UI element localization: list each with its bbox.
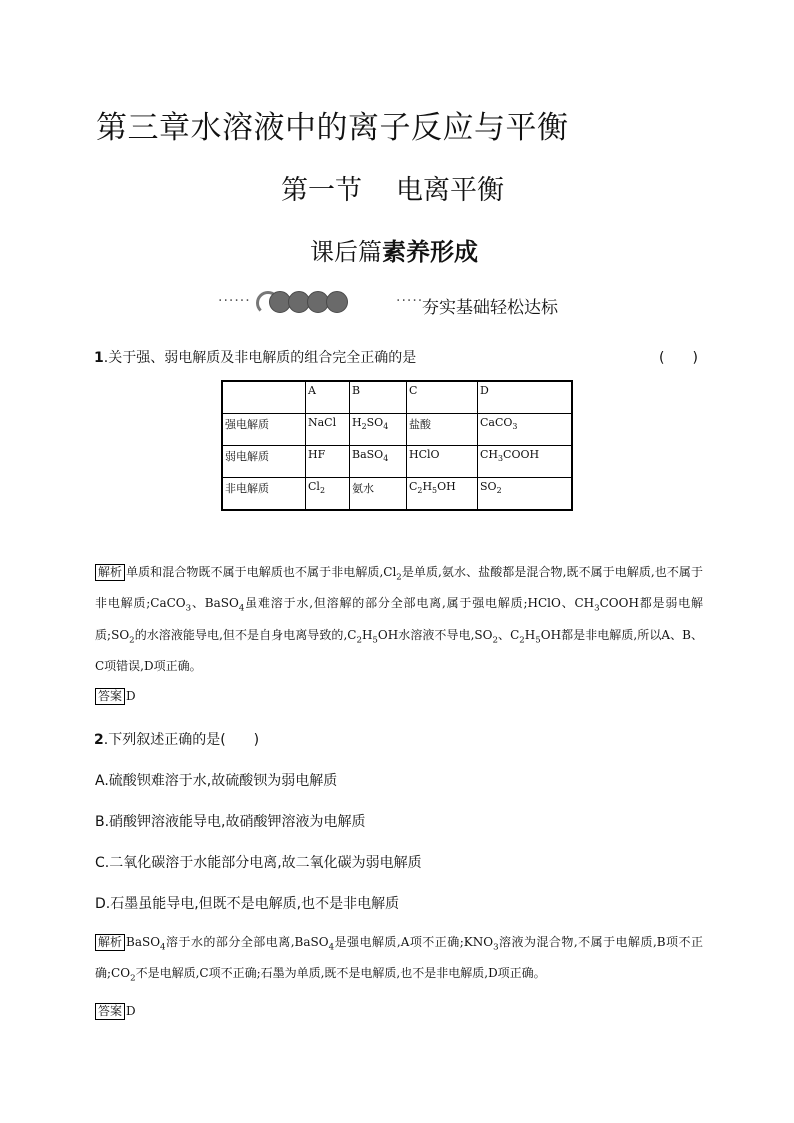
table-header-row bbox=[222, 381, 572, 414]
question-1-number: 1 bbox=[94, 350, 104, 366]
question-1-analysis bbox=[95, 559, 703, 679]
analysis-label: 解析 bbox=[95, 934, 125, 951]
table-cell: $CH_3COOH$ bbox=[478, 446, 573, 478]
question-2-analysis bbox=[95, 929, 703, 992]
table-cell: 非电解质 bbox=[222, 478, 306, 511]
option-a: A.硫酸钡难溶于水,故硫酸钡为弱电解质 bbox=[95, 773, 338, 789]
subtitle-prefix: 课后篇 bbox=[310, 238, 382, 266]
table-cell: HClO bbox=[407, 446, 478, 478]
answer-value: D bbox=[126, 1004, 136, 1018]
table-cell: 氨水 bbox=[350, 478, 407, 511]
option-d: D.石墨虽能导电,但既不是电解质,也不是非电解质 bbox=[95, 896, 400, 912]
analysis-text: 单质和混合物既不属于电解质也不属于非电解质$,Cl_2$是单质,氨水、盐酸都是混合物,既不属于电解质,也不属于非电解质;CaCO$_3$、BaSO$_4$虽难溶于水,但溶解的部分全部电离,属于强电解质;HClO、$CH_3COOH$都是弱电解质$;SO_2$的水溶液能导电,但不是自身电离导致的$,C_2H_5OH$水溶液不导电$,SO_2$、$C_2H_5OH$都是非电解质,所以A、B、C项错误,D项正确。 bbox=[95, 565, 704, 674]
answer-label: 答案 bbox=[95, 688, 125, 705]
table-cell: 弱电解质 bbox=[222, 446, 306, 478]
table-row bbox=[222, 446, 572, 478]
banner-left-dots: ······ bbox=[218, 293, 251, 309]
question-1 bbox=[94, 347, 416, 367]
question-1-answer bbox=[95, 688, 136, 705]
question-1-answer-blank: ( ) bbox=[659, 350, 698, 366]
banner-decoration-icon bbox=[256, 291, 348, 315]
table-cell: 盐酸 bbox=[407, 414, 478, 446]
subtitle bbox=[310, 232, 478, 267]
electrolyte-table bbox=[221, 380, 573, 511]
table-cell: D bbox=[478, 381, 573, 414]
question-1-text: .关于强、弱电解质及非电解质的组合完全正确的是 bbox=[103, 350, 417, 366]
question-2-answer bbox=[95, 1003, 136, 1020]
analysis-text: BaSO$_4$溶于水的部分全部电离,BaSO$_4$是强电解质,A项不正确$;KNO_3$溶液为混合物,不属于电解质,B项不正确$;CO_2$不是电解质,C项不正确;石墨为单质,既不是电解质,也不是非电解质,D项正确。 bbox=[95, 935, 703, 984]
section-name: 电离平衡 bbox=[396, 175, 504, 206]
banner-right-dots: ····· bbox=[396, 293, 424, 309]
table-cell: $Cl_2$ bbox=[306, 478, 350, 511]
table-cell: HF bbox=[306, 446, 350, 478]
table-cell: $SO_2$ bbox=[478, 478, 573, 511]
table-cell: B bbox=[350, 381, 407, 414]
option-b: B.硝酸钾溶液能导电,故硝酸钾溶液为电解质 bbox=[95, 814, 366, 830]
option-c: C.二氧化碳溶于水能部分电离,故二氧化碳为弱电解质 bbox=[95, 855, 422, 871]
table-cell: CaCO$_3$ bbox=[478, 414, 573, 446]
question-2-text: .下列叙述正确的是( ) bbox=[103, 732, 260, 748]
question-2 bbox=[94, 729, 259, 749]
table-row bbox=[222, 478, 572, 511]
answer-label: 答案 bbox=[95, 1003, 125, 1020]
table-cell: BaSO$_4$ bbox=[350, 446, 407, 478]
table-cell: $H_2SO_4$ bbox=[350, 414, 407, 446]
answer-value: D bbox=[126, 689, 136, 703]
chapter-title: 第三章水溶液中的离子反应与平衡 bbox=[96, 110, 569, 146]
section-heading bbox=[281, 168, 504, 207]
table-cell: 强电解质 bbox=[222, 414, 306, 446]
subtitle-emphasis: 素养形成 bbox=[382, 238, 478, 266]
question-2-number: 2 bbox=[94, 732, 104, 748]
table-cell: A bbox=[306, 381, 350, 414]
table-row bbox=[222, 414, 572, 446]
banner-label: 夯实基础轻松达标 bbox=[422, 298, 558, 318]
section-number: 第一节 bbox=[281, 175, 362, 206]
analysis-label: 解析 bbox=[95, 564, 125, 581]
table-cell: $C_2H_5OH$ bbox=[407, 478, 478, 511]
section-banner bbox=[218, 291, 598, 317]
table-cell bbox=[222, 381, 306, 414]
table-cell: C bbox=[407, 381, 478, 414]
table-cell: NaCl bbox=[306, 414, 350, 446]
